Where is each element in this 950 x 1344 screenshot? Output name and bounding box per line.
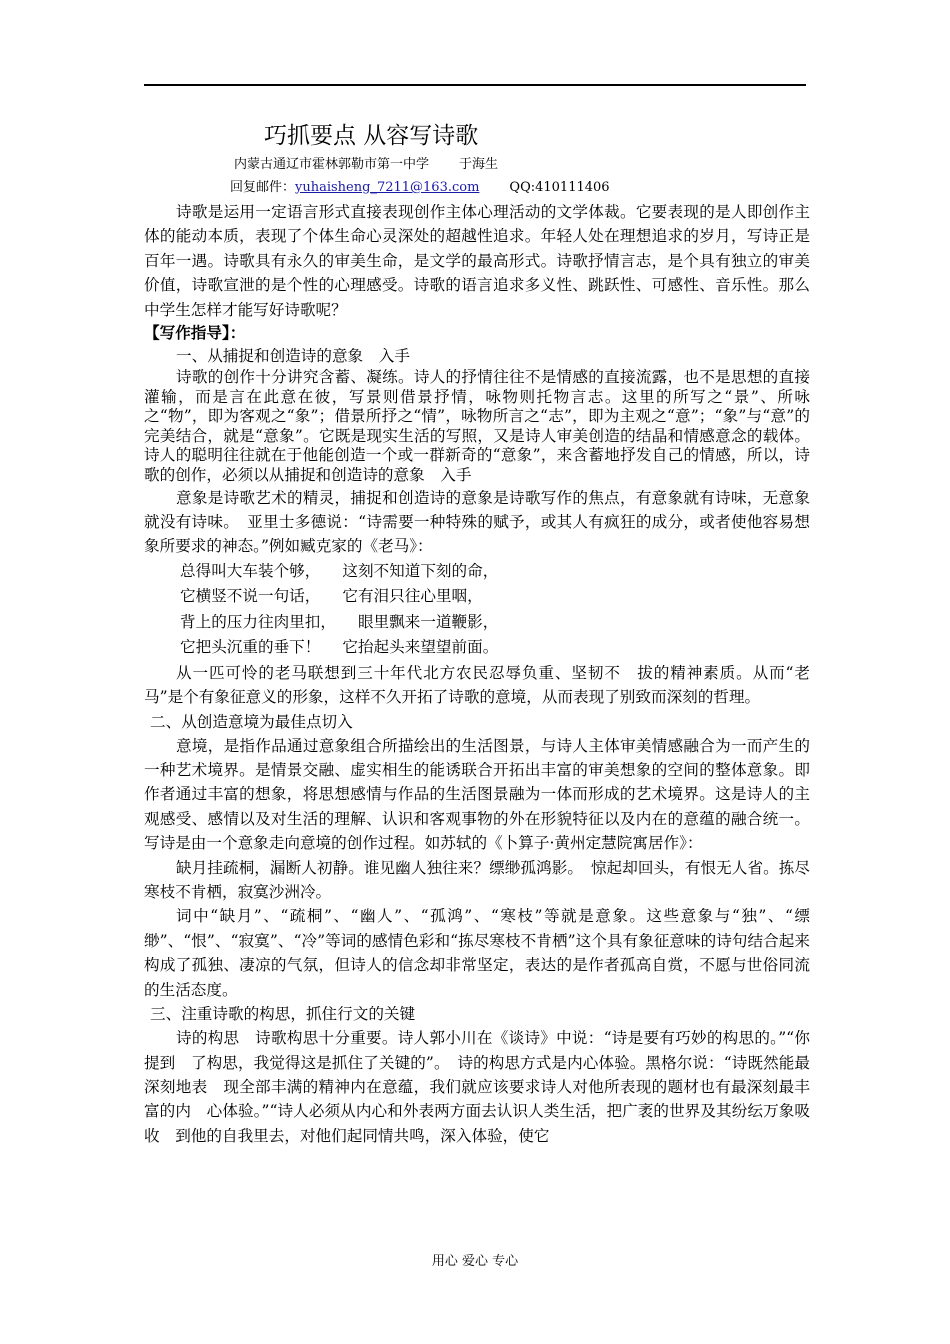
intro-paragraph: 诗歌是运用一定语言形式直接表现创作主体心理活动的文学体裁。它要表现的是人即创作主体的能动本质，表现了个体生命心灵深处的超越性追求。年轻人处在理想追求的岁月，写诗正是百年一遇。诗歌具有永久的审美生命，是文学的最高形式。诗歌抒情言志，是个具有独立的审美价值，诗歌宣泄的是个性的心理感受。诗歌的语言追求多义性、跳跃性、可感性、音乐性。那么中学生怎样才能写好诗歌呢？: [144, 203, 810, 319]
section2-paragraph-2: 词中“缺月”、“疏桐”、“幽人”、“孤鸿”、“寒枝”等就是意象。这些意象与“独”、“缥缈”、“恨”、“寂寞”、“冷”等词的感情色彩和“拣尽寒枝不肯栖”这个具有象征意味的诗句结合起来构成了孤独、凄凉的气氛，但诗人的信念却非常坚定，表达的是作者孤高自赏，不愿与世俗同流的生活态度。: [144, 907, 810, 999]
page-footer: 用心 爱心 专心: [431, 1254, 519, 1269]
section1-heading: 一、从捕捉和创造诗的意象 入手: [176, 347, 410, 366]
section2-heading: 二、从创造意境为最佳点切入: [150, 712, 353, 731]
header-rule: [144, 84, 806, 86]
section1-paragraph-1: 诗歌的创作十分讲究含蓄、凝练。诗人的抒情往往不是情感的直接流露，也不是思想的直接灌输，而是言在此意在彼，写景则借景抒情，咏物则托物言志。这里的所写之“景”、所咏之“物”，即为客观之“象”；借景所抒之“情”，咏物所言之“志”，即为主观之“意”；“象”与“意”的完美结合，就是“意象”。它既是现实生活的写照，又是诗人审美创造的结晶和情感意念的载体。诗人的聪明往往就在于他能创造一个或一群新奇的“意象”，来含蓄地抒发自己的情感，所以，诗歌的创作，必须以从捕捉和创造诗的意象 入手: [144, 368, 810, 484]
guide-heading: 【写作指导】：: [144, 323, 246, 343]
author-school: 内蒙古通辽市霍林郭勒市第一中学: [234, 157, 430, 172]
qq-number: QQ:410111406: [509, 180, 610, 195]
section3-paragraph-1: 诗的构思 诗歌构思十分重要。诗人郭小川在《谈诗》中说：“诗是要有巧妙的构思的。”“你提到 了构思，我觉得这是抓住了关键的”。 诗的构思方式是内心体验。黑格尔说：“诗既然能最深刻地表 现全部丰满的精神内在意蕴，我们就应该要求诗人对他所表现的题材也有最深刻最丰富的内 心体验。”“诗人必须从内心和外表两方面去认识人类生活，把广袤的世界及其纷纭万象吸收 到他的自我里去，对他们起同情共鸣，深入体验，使它: [144, 1029, 810, 1145]
poem-old-horse: [180, 559, 810, 661]
poem-line: 背上的压力往肉里扣， 眼里飘来一道鞭影，: [180, 612, 499, 631]
poem-line: 总得叫大车装个够， 这刻不知道下刻的命，: [180, 561, 499, 580]
document-body: [144, 118, 810, 1148]
poem-line: 它把头沉重的垂下！ 它抬起头来望望前面。: [180, 638, 499, 657]
poem-line: 它横竖不说一句话， 它有泪只往心里咽，: [180, 587, 483, 606]
author-line: [234, 154, 810, 176]
section2-poem: 缺月挂疏桐，漏断人初静。谁见幽人独往来？缥缈孤鸿影。 惊起却回头，有恨无人省。拣尽寒枝不肯栖，寂寞沙洲冷。: [144, 858, 810, 902]
contact-label: 回复邮件：: [230, 180, 296, 195]
section1-paragraph-3: 从一匹可怜的老马联想到三十年代北方农民忍辱负重、坚韧不 拔的精神素质。从而“老马”是个有象征意义的形象，这样不久开拓了诗歌的意境，从而表现了别致而深刻的哲理。: [144, 663, 810, 707]
section3-heading: 三、注重诗歌的构思，抓住行文的关键: [150, 1005, 416, 1024]
author-name: 于海生: [459, 157, 499, 172]
email-link[interactable]: yuhaisheng_7211@163.com: [295, 180, 480, 195]
page-title: 巧抓要点 从容写诗歌: [264, 123, 479, 149]
contact-line: [230, 176, 810, 200]
section2-paragraph-1: 意境，是指作品通过意象组合所描绘出的生活图景，与诗人主体审美情感融合为一而产生的一种艺术境界。是情景交融、虚实相生的能诱联合开拓出丰富的审美想象的空间的整体意象。即作者通过丰富的想象，将思想感情与作品的生活图景融为一体而形成的艺术境界。这是诗人的主观感受、感情以及对生活的理解、认识和客观事物的外在形貌特征以及内在的意蕴的融合统一。写诗是由一个意象走向意境的创作过程。如苏轼的《卜算子·黄州定慧院寓居作》：: [144, 736, 810, 853]
section1-paragraph-2: 意象是诗歌艺术的精灵，捕捉和创造诗的意象是诗歌写作的焦点，有意象就有诗味，无意象就没有诗味。 亚里士多德说：“诗需要一种特殊的赋予，或其人有疯狂的成分，或者使他容易想象所要求的神态。”例如臧克家的《老马》：: [144, 488, 810, 556]
